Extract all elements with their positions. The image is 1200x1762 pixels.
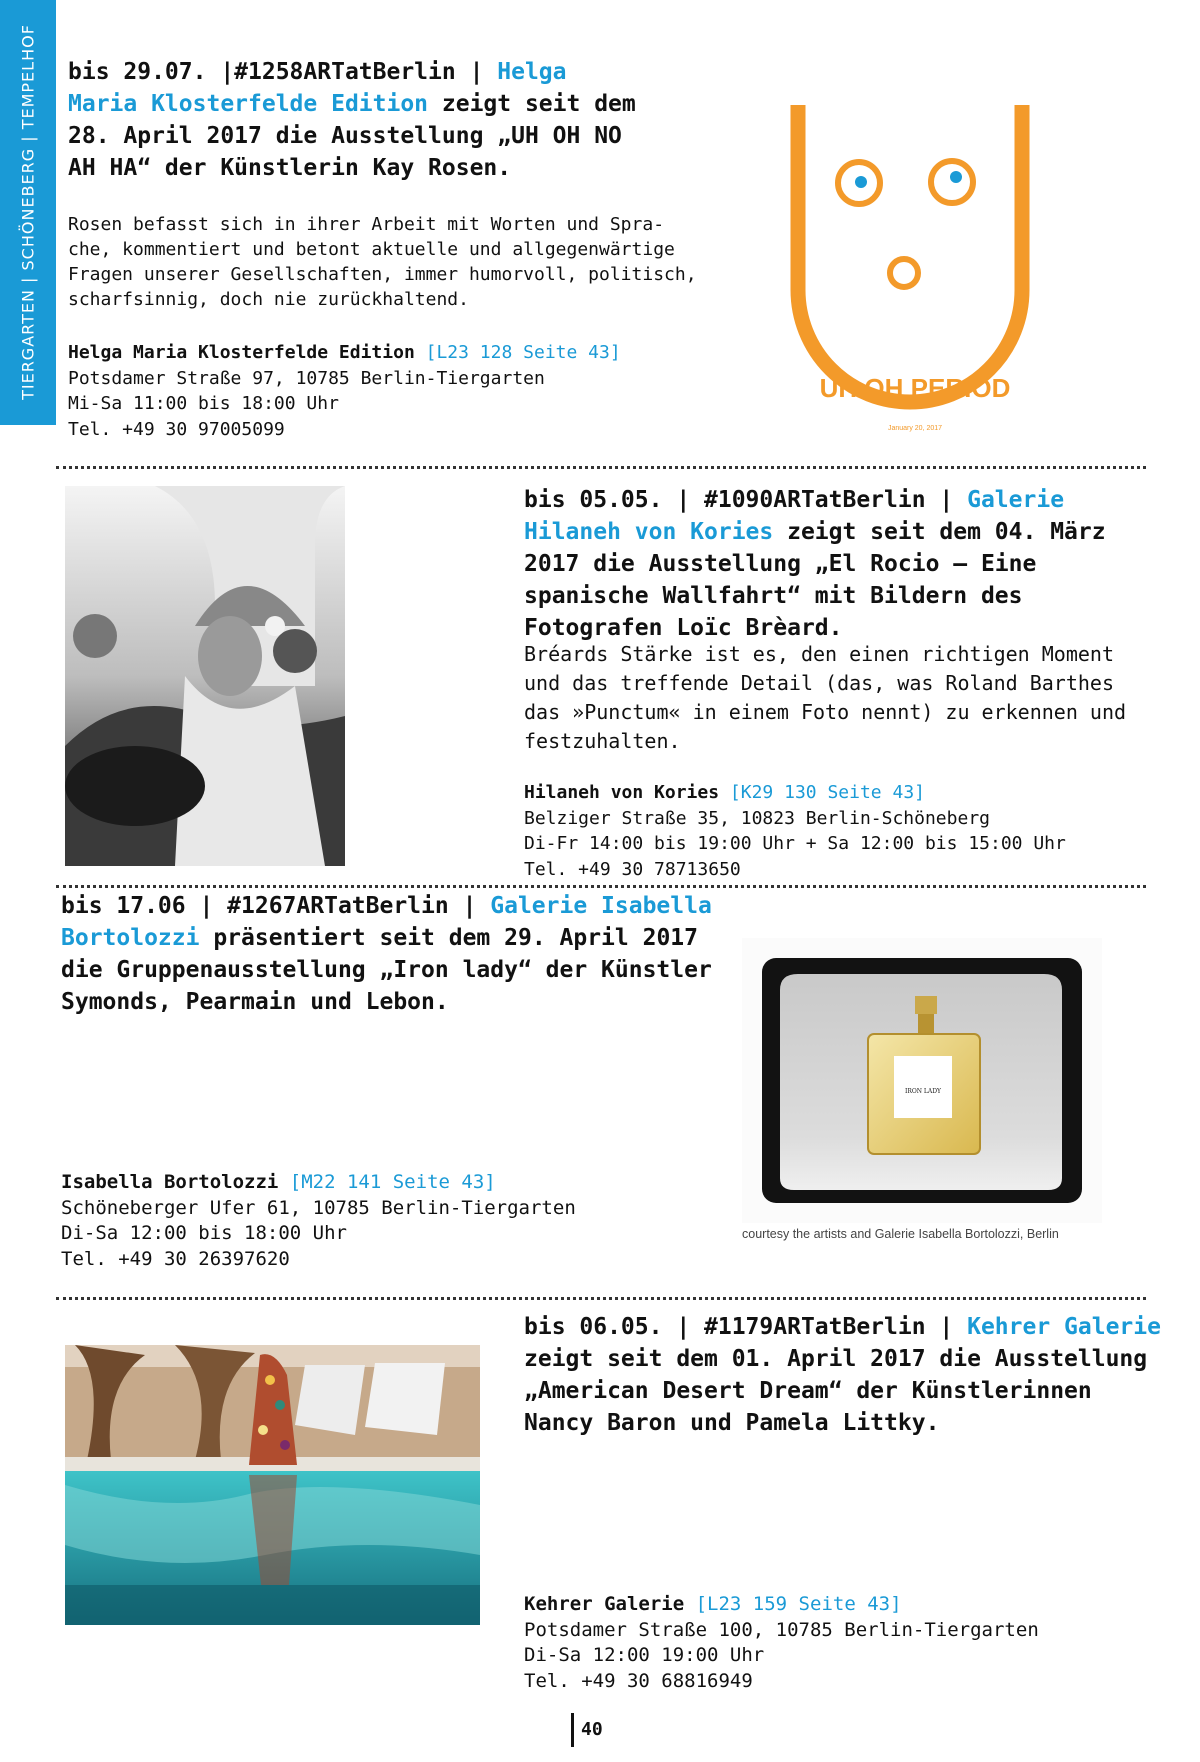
entry-1-headline — [68, 56, 648, 184]
entry-1-gallery-link[interactable]: Helga Maria Klosterfelde Edition — [68, 59, 567, 117]
entry-2-headline-pre: bis 05.05. | #1090ARTatBerlin | — [524, 487, 968, 513]
entry-2-headline — [524, 484, 1164, 644]
entry-2-body-block — [524, 640, 1154, 756]
entry-3-venue-ref[interactable]: [M22 141 Seite 43] — [289, 1171, 496, 1193]
entry-2-hours: Di-Fr 14:00 bis 19:00 Uhr + Sa 12:00 bis 15:00 Uhr — [524, 833, 1066, 854]
entry-1-headline-post: zeigt seit dem 28. April 2017 die Ausstellung „UH OH NO AH HA“ der Künstlerin Kay Rosen. — [68, 91, 636, 181]
entry-1-venue-ref[interactable]: [L23 128 Seite 43] — [425, 342, 621, 363]
entry-2-headline-block — [524, 484, 1164, 644]
page-number: 40 — [571, 1713, 603, 1747]
entry-4-address-block — [524, 1592, 1039, 1694]
entry-3-caption: courtesy the artists and Galerie Isabella Bortolozzi, Berlin — [742, 1227, 1059, 1241]
entry-1-artwork-date: January 20, 2017 — [887, 425, 943, 432]
section-divider — [56, 885, 1146, 888]
entry-3-hours: Di-Sa 12:00 bis 18:00 Uhr — [61, 1222, 347, 1244]
entry-2-gallery-link[interactable]: Galerie Hilaneh von Kories — [524, 487, 1065, 545]
side-tab-label: TIERGARTEN | SCHÖNEBERG | TEMPELHOF — [18, 24, 38, 400]
entry-1-venue-name: Helga Maria Klosterfelde Edition — [68, 342, 415, 363]
entry-4-headline-post: zeigt seit dem 01. April 2017 die Ausstellung „American Desert Dream“ der Künstlerinnen Nancy Baron und Pamela Littky. — [524, 1346, 1148, 1436]
entry-4-address: Potsdamer Straße 100, 10785 Berlin-Tiergarten — [524, 1618, 1039, 1641]
entry-3-gallery-link[interactable]: Galerie Isabella Bortolozzi — [61, 893, 712, 951]
entry-1-headline-block — [68, 56, 648, 184]
entry-3-address: Schöneberger Ufer 61, 10785 Berlin-Tiergarten — [61, 1196, 576, 1219]
entry-1-headline-pre: bis 29.07. |#1258ARTatBerlin | — [68, 59, 498, 85]
entry-4-venue-name: Kehrer Galerie — [524, 1593, 685, 1615]
entry-3-venue-name: Isabella Bortolozzi — [61, 1171, 279, 1193]
entry-2-phone: Tel. +49 30 78713650 — [524, 858, 741, 880]
entry-1-address-block — [68, 340, 621, 442]
procession-photo-graphic — [65, 486, 345, 866]
entry-1-hours: Mi-Sa 11:00 bis 18:00 Uhr — [68, 393, 339, 414]
entry-2-address: Belziger Straße 35, 10823 Berlin-Schöneberg — [524, 807, 990, 829]
entry-2-photo — [65, 486, 345, 866]
entry-1-body: Rosen befasst sich in ihrer Arbeit mit Worten und Spra- che, kommentiert und betont aktuelle und allgegenwärtige Fragen unserer Gesellschaften, immer humorvoll, politisch, scharfsinnig, doch nie zurückhaltend. — [68, 214, 697, 310]
entry-3-phone: Tel. +49 30 26397620 — [61, 1247, 290, 1270]
entry-1-artwork-title: UH OH PERIOD — [819, 373, 1011, 403]
entry-3-headline — [61, 890, 721, 1018]
entry-4-headline — [524, 1311, 1164, 1439]
entry-4-venue-ref[interactable]: [L23 159 Seite 43] — [695, 1593, 902, 1615]
entry-3-headline-block — [61, 890, 721, 1018]
entry-4-headline-pre: bis 06.05. | #1179ARTatBerlin | — [524, 1314, 968, 1340]
entry-2-headline-post: zeigt seit dem 04. März 2017 die Ausstellung „El Rocio – Eine spanische Wallfahrt“ mit Bildern des Fotografen Loïc Brèard. — [524, 519, 1106, 641]
entry-4-hours: Di-Sa 12:00 19:00 Uhr — [524, 1644, 765, 1666]
entry-2-venue-name: Hilaneh von Kories — [524, 782, 720, 803]
entry-3-headline-post: präsentiert seit dem 29. April 2017 die Gruppenausstellung „Iron lady“ der Künstler Symonds, Pearmain und Lebon. — [61, 925, 712, 1015]
entry-1-phone: Tel. +49 30 97005099 — [68, 418, 285, 440]
entry-2-venue-ref[interactable]: [K29 130 Seite 43] — [729, 782, 925, 803]
entry-1-body-block — [68, 212, 708, 312]
perfume-label-text: IRON LADY — [904, 1088, 942, 1095]
entry-3-photo — [742, 938, 1102, 1223]
desert-pool-photo-graphic — [65, 1345, 480, 1625]
entry-3-address-block — [61, 1170, 576, 1272]
perfume-bottle-photo-graphic — [742, 938, 1102, 1223]
section-side-tab — [0, 0, 56, 425]
entry-1-artwork-image — [780, 95, 1050, 440]
entry-2-body: Bréards Stärke ist es, den einen richtigen Moment und das treffende Detail (das, was Roland Barthes das »Punctum« in einem Foto nennt) zu erkennen und festzuhalten. — [524, 642, 1127, 753]
section-divider — [56, 466, 1146, 469]
entry-4-phone: Tel. +49 30 68816949 — [524, 1669, 753, 1692]
entry-3-headline-pre: bis 17.06 | #1267ARTatBerlin | — [61, 893, 491, 919]
entry-1-address: Potsdamer Straße 97, 10785 Berlin-Tiergarten — [68, 367, 545, 389]
entry-4-headline-block — [524, 1311, 1164, 1439]
entry-4-gallery-link[interactable]: Kehrer Galerie — [967, 1314, 1161, 1340]
section-divider — [56, 1297, 1146, 1300]
entry-4-photo — [65, 1345, 480, 1625]
entry-2-address-block — [524, 780, 1066, 882]
